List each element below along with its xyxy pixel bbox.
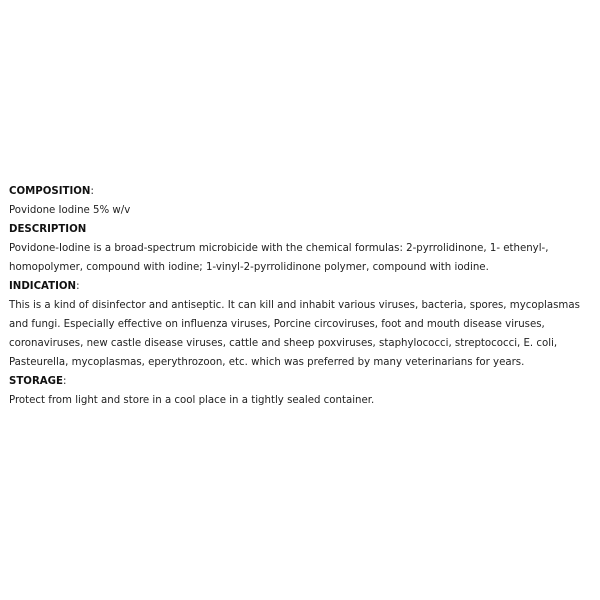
indication-heading-colon: :: [76, 281, 80, 292]
description-text: Povidone-Iodine is a broad-spectrum microbicide with the chemical formulas: 2-pyrrolidinone, 1- ethenyl-, homopolymer, compound with iodine; 1-vinyl-2-pyrrolidinone polymer, compound with iodine.: [9, 243, 549, 273]
composition-heading-line: [9, 182, 595, 201]
composition-heading: COMPOSITION: [9, 186, 91, 197]
storage-heading-colon: :: [63, 376, 67, 387]
composition-heading-colon: :: [90, 186, 94, 197]
storage-heading-line: [9, 372, 595, 391]
composition-text: Povidone Iodine 5% w/v: [9, 205, 131, 216]
storage-text: Protect from light and store in a cool place in a tightly sealed container.: [9, 395, 375, 406]
description-heading: DESCRIPTION: [9, 224, 87, 235]
product-description: [9, 182, 595, 410]
storage-heading: STORAGE: [9, 376, 63, 387]
indication-heading-line: [9, 277, 595, 296]
description-heading-line: [9, 220, 595, 239]
indication-text: This is a kind of disinfector and antiseptic. It can kill and inhabit various viruses, bacteria, spores, mycoplasmas and fungi. Especially effective on influenza viruses, Porcine circoviruses, foot and mouth disease viruses, coronaviruses, new castle disease viruses, cattle and sheep poxviruses, staphylococci, streptococci, E. coli, Pasteurella, mycoplasmas, eperythrozoon, etc. which was preferred by many veterinarians for years.: [9, 300, 580, 368]
indication-heading: INDICATION: [9, 281, 77, 292]
